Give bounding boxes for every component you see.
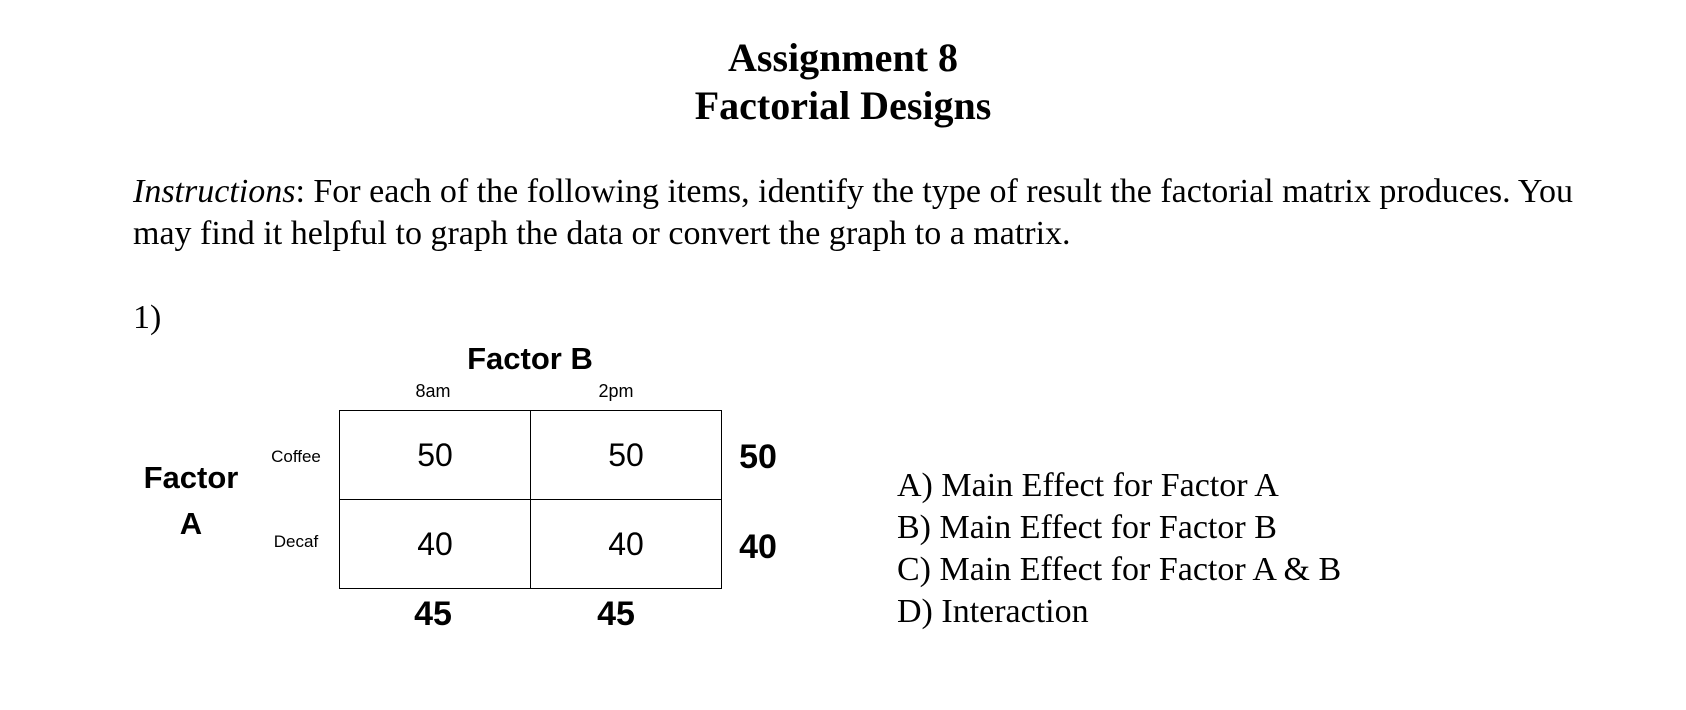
matrix-cell: 40 (340, 500, 531, 589)
factor-b-label: Factor B (467, 341, 593, 376)
page-title: Assignment 8 (727, 35, 959, 80)
column-mean: 45 (597, 595, 635, 633)
matrix-row (340, 411, 722, 500)
item-number: 1) (133, 299, 162, 336)
answer-option: D) Interaction (897, 593, 1089, 630)
instructions-lead: Instructions (133, 173, 296, 210)
row-mean: 50 (739, 438, 777, 476)
answer-option: A) Main Effect for Factor A (897, 467, 1279, 504)
factor-a-label (126, 455, 256, 547)
matrix-cell: 40 (531, 500, 722, 589)
answer-option: B) Main Effect for Factor B (897, 509, 1277, 546)
matrix-row (340, 500, 722, 589)
answer-options (897, 465, 1341, 633)
row-header: Coffee (271, 447, 321, 466)
row-header: Decaf (273, 532, 319, 551)
matrix-cell: 50 (531, 411, 722, 500)
factor-a-label-line2: A (179, 506, 203, 541)
factor-a-label-line1: Factor (143, 460, 239, 495)
instructions-paragraph (133, 171, 1613, 255)
answer-option: C) Main Effect for Factor A & B (897, 551, 1342, 588)
column-header: 2pm (598, 381, 634, 401)
column-header: 8am (415, 381, 451, 401)
page-subtitle: Factorial Designs (694, 83, 992, 128)
instructions-text: : For each of the following items, identify the type of result the factorial matrix produces. You may find it helpful to graph the data or convert the graph to a matrix. (133, 173, 1573, 252)
row-mean: 40 (739, 528, 777, 566)
factorial-matrix (339, 410, 722, 589)
column-mean: 45 (414, 595, 452, 633)
matrix-cell: 50 (340, 411, 531, 500)
